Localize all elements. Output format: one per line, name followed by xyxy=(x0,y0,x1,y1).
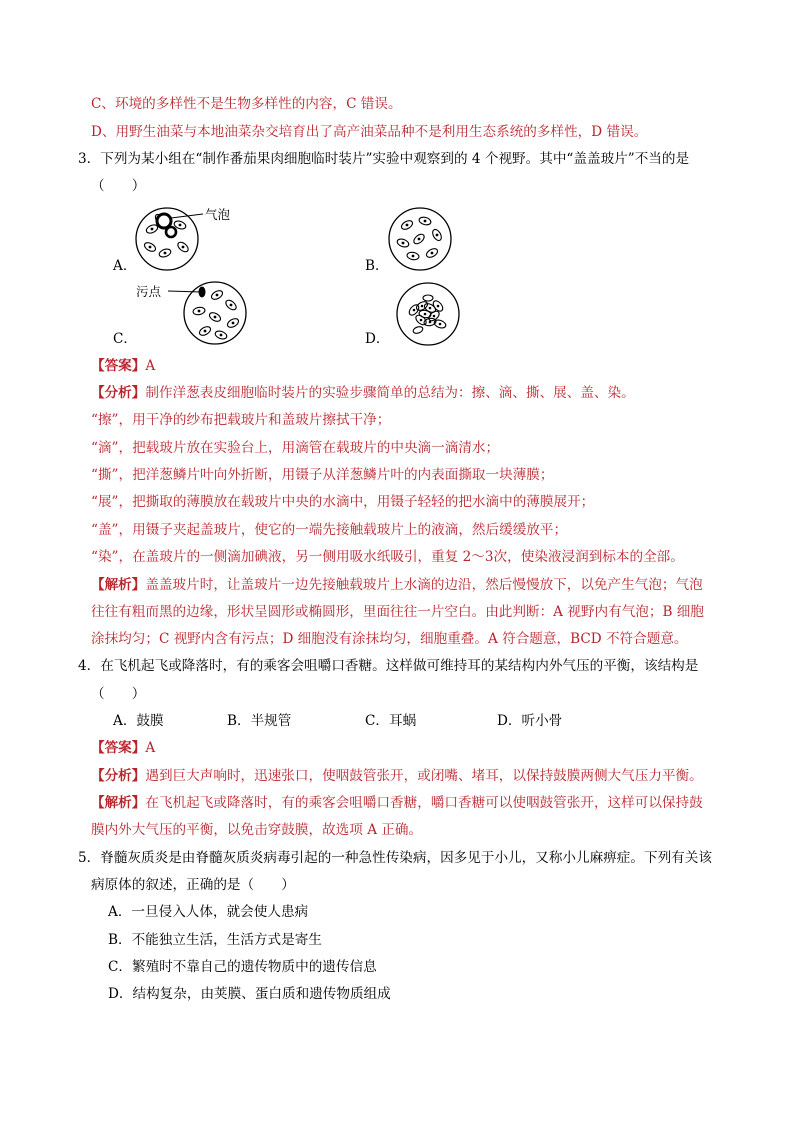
q3-step-tear: “撕”，把洋葱鳞片叶向外折断，用镊子从洋葱鳞片叶的内表面撕取一块薄膜； xyxy=(91,467,554,483)
q5-option-b: B．不能独立生活，生活方式是寄生 xyxy=(108,932,322,948)
q3-step-spread: “展”，把撕取的薄膜放在载玻片中央的水滴中，用镊子轻轻的把水滴中的薄膜展开； xyxy=(91,494,595,510)
q3-step-wipe: “擦”，用干净的纱布把载玻片和盖玻片擦拭干净； xyxy=(91,412,391,428)
q4-explanation-line1: 【解析】在飞机起飞或降落时，有的乘客会咀嚼口香糖，嚼口香糖可以使咽鼓管张开，这样可以保持鼓 xyxy=(91,795,703,811)
q3-explanation-line1: 【解析】盖盖玻片时，让盖玻片一边先接触载玻片上水滴的边沿，然后慢慢放下，以免产生气泡；气泡 xyxy=(91,577,703,593)
q3-explanation-line3: 涂抹均匀；C 视野内含有污点；D 细胞没有涂抹均匀，细胞重叠。A 符合题意，BCD 不符合题意。 xyxy=(91,631,688,647)
q5-option-d: D．结构复杂，由荚膜、蛋白质和遗传物质组成 xyxy=(108,986,391,1002)
q3-bracket: （ ） xyxy=(91,178,146,194)
q4-option-a: A．鼓膜 xyxy=(113,713,164,729)
q4-option-c: C．耳蜗 xyxy=(365,713,417,729)
q3-answer: 【答案】A xyxy=(91,358,156,374)
q3-option-b-label: B． xyxy=(365,258,389,274)
q3-figure-c xyxy=(165,275,255,350)
q5-stem-line2: 病原体的叙述，正确的是（ ） xyxy=(91,877,295,893)
prev-option-c-explanation: C、环境的多样性不是生物多样性的内容，C 错误。 xyxy=(91,96,402,112)
q4-stem: 4．在飞机起飞或降落时，有的乘客会咀嚼口香糖。这样做可维持耳的某结构内外气压的平衡，该结构是 xyxy=(78,658,699,674)
q4-option-b: B．半规管 xyxy=(227,713,292,729)
q4-explanation-line2: 膜内外大气压的平衡，以免击穿鼓膜，故选项 A 正确。 xyxy=(91,822,423,838)
q5-stem-line1: 5．脊髓灰质炎是由脊髓灰质炎病毒引起的一种急性传染病，因多见于小儿，又称小儿麻痹症。下列有关该 xyxy=(78,850,712,866)
q3-stain-label: 污点 xyxy=(136,284,162,299)
q4-option-d: D．听小骨 xyxy=(497,713,563,729)
q3-bubble-label: 气泡 xyxy=(205,207,231,222)
q3-option-c-label: C． xyxy=(113,331,137,347)
prev-option-d-explanation: D、用野生油菜与本地油菜杂交培育出了高产油菜品种不是利用生态系统的多样性，D 错误。 xyxy=(91,124,648,140)
q4-analysis: 【分析】遇到巨大声响时，迅速张口，使咽鼓管张开，或闭嘴、堵耳，以保持鼓膜两侧大气压力平衡。 xyxy=(91,768,703,784)
q4-answer: 【答案】A xyxy=(91,740,156,756)
q4-bracket: （ ） xyxy=(91,686,146,702)
q3-analysis: 【分析】制作洋葱表皮细胞临时装片的实验步骤简单的总结为：擦、滴、撕、展、盖、染。 xyxy=(91,385,635,401)
q3-step-drop: “滴”，把载玻片放在实验台上，用滴管在载玻片的中央滴一滴清水； xyxy=(91,440,500,456)
q3-explanation-line2: 往往有粗而黑的边缘，形状呈圆形或椭圆形，里面往往一片空白。由此判断：A 视野内有气泡；B 细胞 xyxy=(91,604,704,620)
q3-step-stain: “染”，在盖玻片的一侧滴加碘液，另一侧用吸水纸吸引，重复 2～3次，使染液浸润到标本的全部。 xyxy=(91,549,684,565)
q5-option-a: A．一旦侵入人体，就会使人患病 xyxy=(108,904,309,920)
q5-option-c: C．繁殖时不靠自己的遗传物质中的遗传信息 xyxy=(108,959,377,975)
q3-figure-d xyxy=(394,280,464,350)
q3-option-a-label: A． xyxy=(113,258,137,274)
q3-option-d-label: D． xyxy=(365,331,390,347)
q3-figure-b xyxy=(387,203,457,273)
q3-stem: 3．下列为某小组在“制作番茄果肉细胞临时装片”实验中观察到的 4 个视野。其中“盖盖玻片”不当的是 xyxy=(78,151,690,167)
q3-step-cover: “盖”，用镊子夹起盖玻片，使它的一端先接触载玻片上的液滴，然后缓缓放平； xyxy=(91,522,568,538)
